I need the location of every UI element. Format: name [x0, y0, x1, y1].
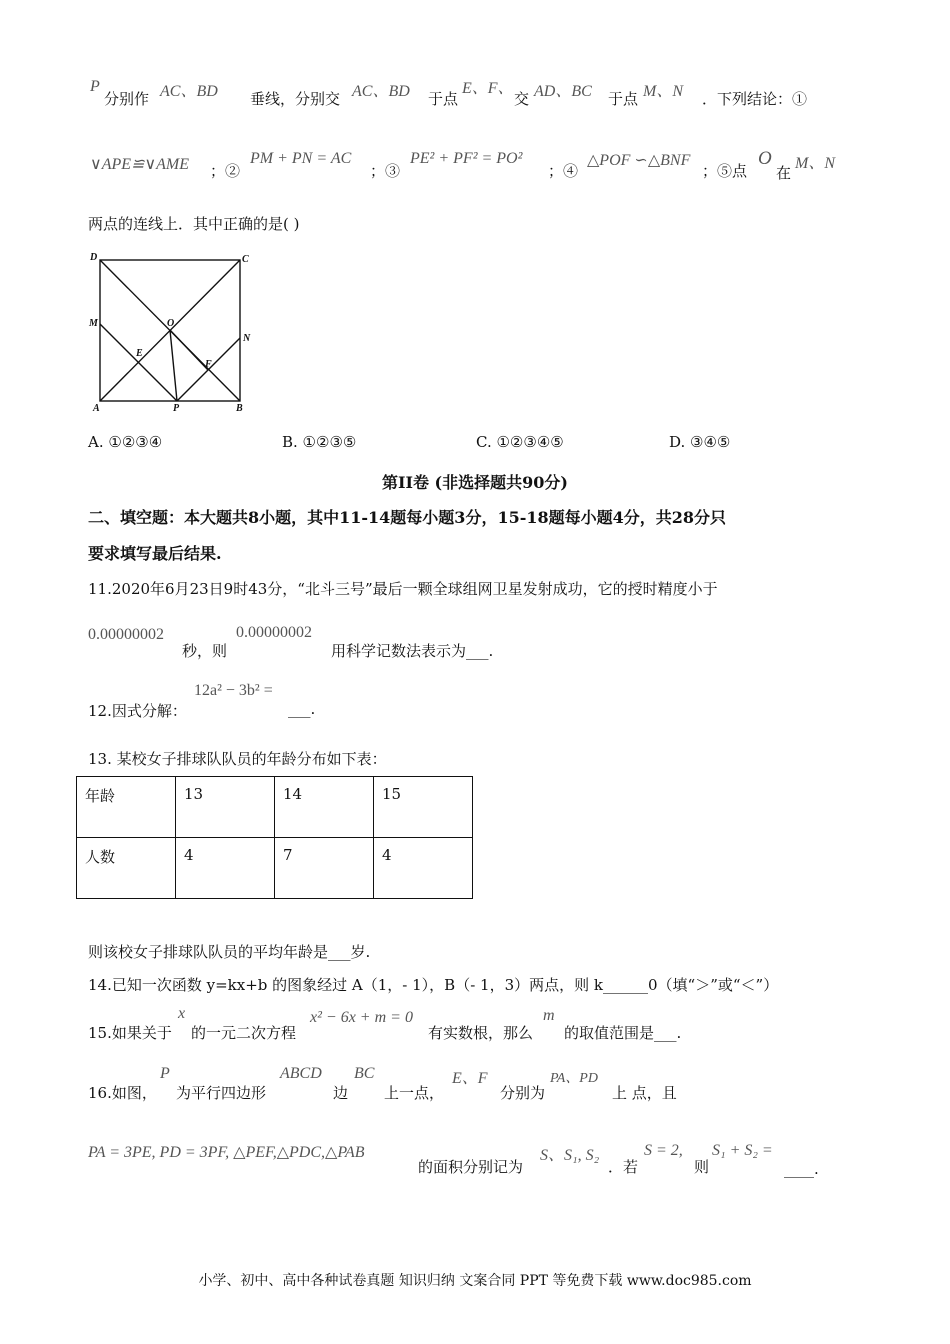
math: S₁ + S₂ = — [712, 1142, 773, 1159]
option-b[interactable]: B. ①②③⑤ — [282, 433, 357, 451]
q12 — [88, 682, 388, 722]
text: 16.如图， — [88, 1084, 157, 1102]
table-row — [77, 838, 473, 899]
math: S = 2, — [644, 1142, 683, 1159]
math: M、N — [795, 155, 836, 172]
table-cell: 15 — [374, 777, 473, 838]
section2-header-line1: 二、填空题：本大题共8小题，其中11-14题每小题3分，15-18题每小题4分，共28分只 — [88, 508, 727, 527]
text: 分别为 — [500, 1084, 546, 1102]
math-P: P — [160, 1065, 170, 1082]
table-cell: 7 — [275, 838, 374, 899]
q14: 14.已知一次函数 y=kx+b 的图象经过 A（1，- 1），B（- 1，3）两点，则 k______0（填“＞”或“＜”） — [88, 976, 779, 994]
math: PA、PD — [550, 1071, 598, 1086]
math: PA = 3PE, PD = 3PF, △PEF,△PDC,△PAB — [88, 1144, 365, 1161]
text: 秒，则 — [182, 642, 228, 660]
geometry-figure — [86, 248, 266, 418]
text: ．若 — [608, 1158, 639, 1176]
table-cell: 13 — [176, 777, 275, 838]
label-M: M — [89, 318, 98, 329]
text: 用科学记数法表示为___. — [331, 642, 494, 660]
equation: x² − 6x + m = 0 — [310, 1009, 413, 1026]
q13-intro: 13. 某校女子排球队队员的年龄分布如下表： — [88, 750, 387, 768]
text: ；② — [210, 162, 241, 180]
label-E: E — [136, 348, 143, 359]
number: 0.00000002 — [236, 624, 312, 641]
text: 的一元二次方程 — [191, 1024, 297, 1042]
q11-line2 — [88, 624, 648, 660]
math: M、N — [643, 83, 684, 100]
text: ．下列结论：① — [702, 90, 808, 108]
table-cell: 14 — [275, 777, 374, 838]
table-cell: 人数 — [77, 838, 176, 899]
text: 上 点，且 — [612, 1084, 677, 1102]
math: ABCD — [280, 1065, 322, 1082]
conclusion-3: PE² + PF² = PO² — [410, 150, 523, 167]
table-cell: 4 — [176, 838, 275, 899]
option-c[interactable]: C. ①②③④⑤ — [476, 433, 564, 451]
text: 垂线，分别交 — [250, 90, 341, 108]
text: 则 — [694, 1158, 710, 1176]
text: ；③ — [370, 162, 401, 180]
text: 分别作 — [104, 90, 150, 108]
q15 — [88, 1005, 708, 1042]
text: 有实数根，那么 — [428, 1024, 534, 1042]
age-table — [76, 776, 473, 899]
math: E、F — [452, 1070, 488, 1087]
math: AC、BD — [160, 83, 218, 100]
label-A: A — [93, 403, 100, 414]
text: 上一点， — [384, 1084, 445, 1102]
number: 0.00000002 — [88, 626, 164, 643]
label-C: C — [242, 254, 249, 265]
text: 12.因式分解： — [88, 702, 187, 720]
math-x: x — [178, 1005, 186, 1022]
q16-line2 — [88, 1142, 848, 1178]
q11-line1: 11.2020年6月23日9时43分，“北斗三号”最后一颗全球组网卫星发射成功，它的授时精度小于 — [88, 580, 718, 598]
label-F: F — [205, 359, 212, 370]
math: AC、BD — [352, 83, 410, 100]
text: 于点 — [608, 90, 639, 108]
q10-line3: 两点的连线上．其中正确的是( ) — [88, 215, 300, 233]
option-a[interactable]: A. ①②③④ — [88, 433, 163, 451]
math-m: m — [543, 1007, 555, 1024]
conclusion-1: ∨APE≌∨AME — [90, 156, 190, 173]
text: 边 — [333, 1084, 349, 1102]
math: S、S₁, S₂ — [540, 1147, 600, 1164]
section2-header-line2: 要求填写最后结果. — [88, 544, 222, 563]
q13-after: 则该校女子排球队队员的平均年龄是___岁. — [88, 943, 371, 961]
table-row — [77, 777, 473, 838]
q16-line1 — [88, 1065, 728, 1101]
text: 的面积分别记为 — [418, 1158, 524, 1176]
math: BC — [354, 1065, 375, 1082]
math-P: P — [90, 78, 100, 95]
q10-line1 — [90, 78, 850, 108]
label-N: N — [243, 333, 251, 344]
text: 15.如果关于 — [88, 1024, 172, 1042]
expression: 12a² − 3b² = — [194, 682, 273, 699]
q10-line2 — [90, 150, 860, 184]
label-D: D — [90, 252, 98, 263]
line-op — [170, 330, 177, 401]
table-cell: 4 — [374, 838, 473, 899]
text: 于点 — [428, 90, 459, 108]
part2-title: 第II卷 (非选择题共90分) — [382, 473, 568, 492]
conclusion-4: △POF ∽△BNF — [587, 152, 691, 169]
text: 在 — [776, 164, 792, 182]
page-footer: 小学、初中、高中各种试卷真题 知识归纳 文案合同 PPT 等免费下载 www.doc985.com — [198, 1273, 752, 1289]
label-P: P — [173, 403, 180, 414]
text: 交 — [514, 90, 530, 108]
option-d[interactable]: D. ③④⑤ — [669, 433, 731, 451]
math: AD、BC — [534, 83, 592, 100]
text: ____. — [784, 1160, 819, 1178]
line-of — [170, 330, 208, 370]
text: ___. — [288, 700, 316, 718]
conclusion-2: PM + PN = AC — [250, 150, 352, 167]
table-cell: 年龄 — [77, 777, 176, 838]
math-O: O — [758, 148, 772, 169]
text: 的取值范围是___. — [564, 1024, 682, 1042]
text: ；⑤点 — [702, 162, 748, 180]
math: E、F、 — [462, 80, 514, 97]
text: 为平行四边形 — [176, 1084, 267, 1102]
label-B: B — [236, 403, 243, 414]
text: ；④ — [548, 162, 579, 180]
label-O: O — [167, 318, 175, 329]
